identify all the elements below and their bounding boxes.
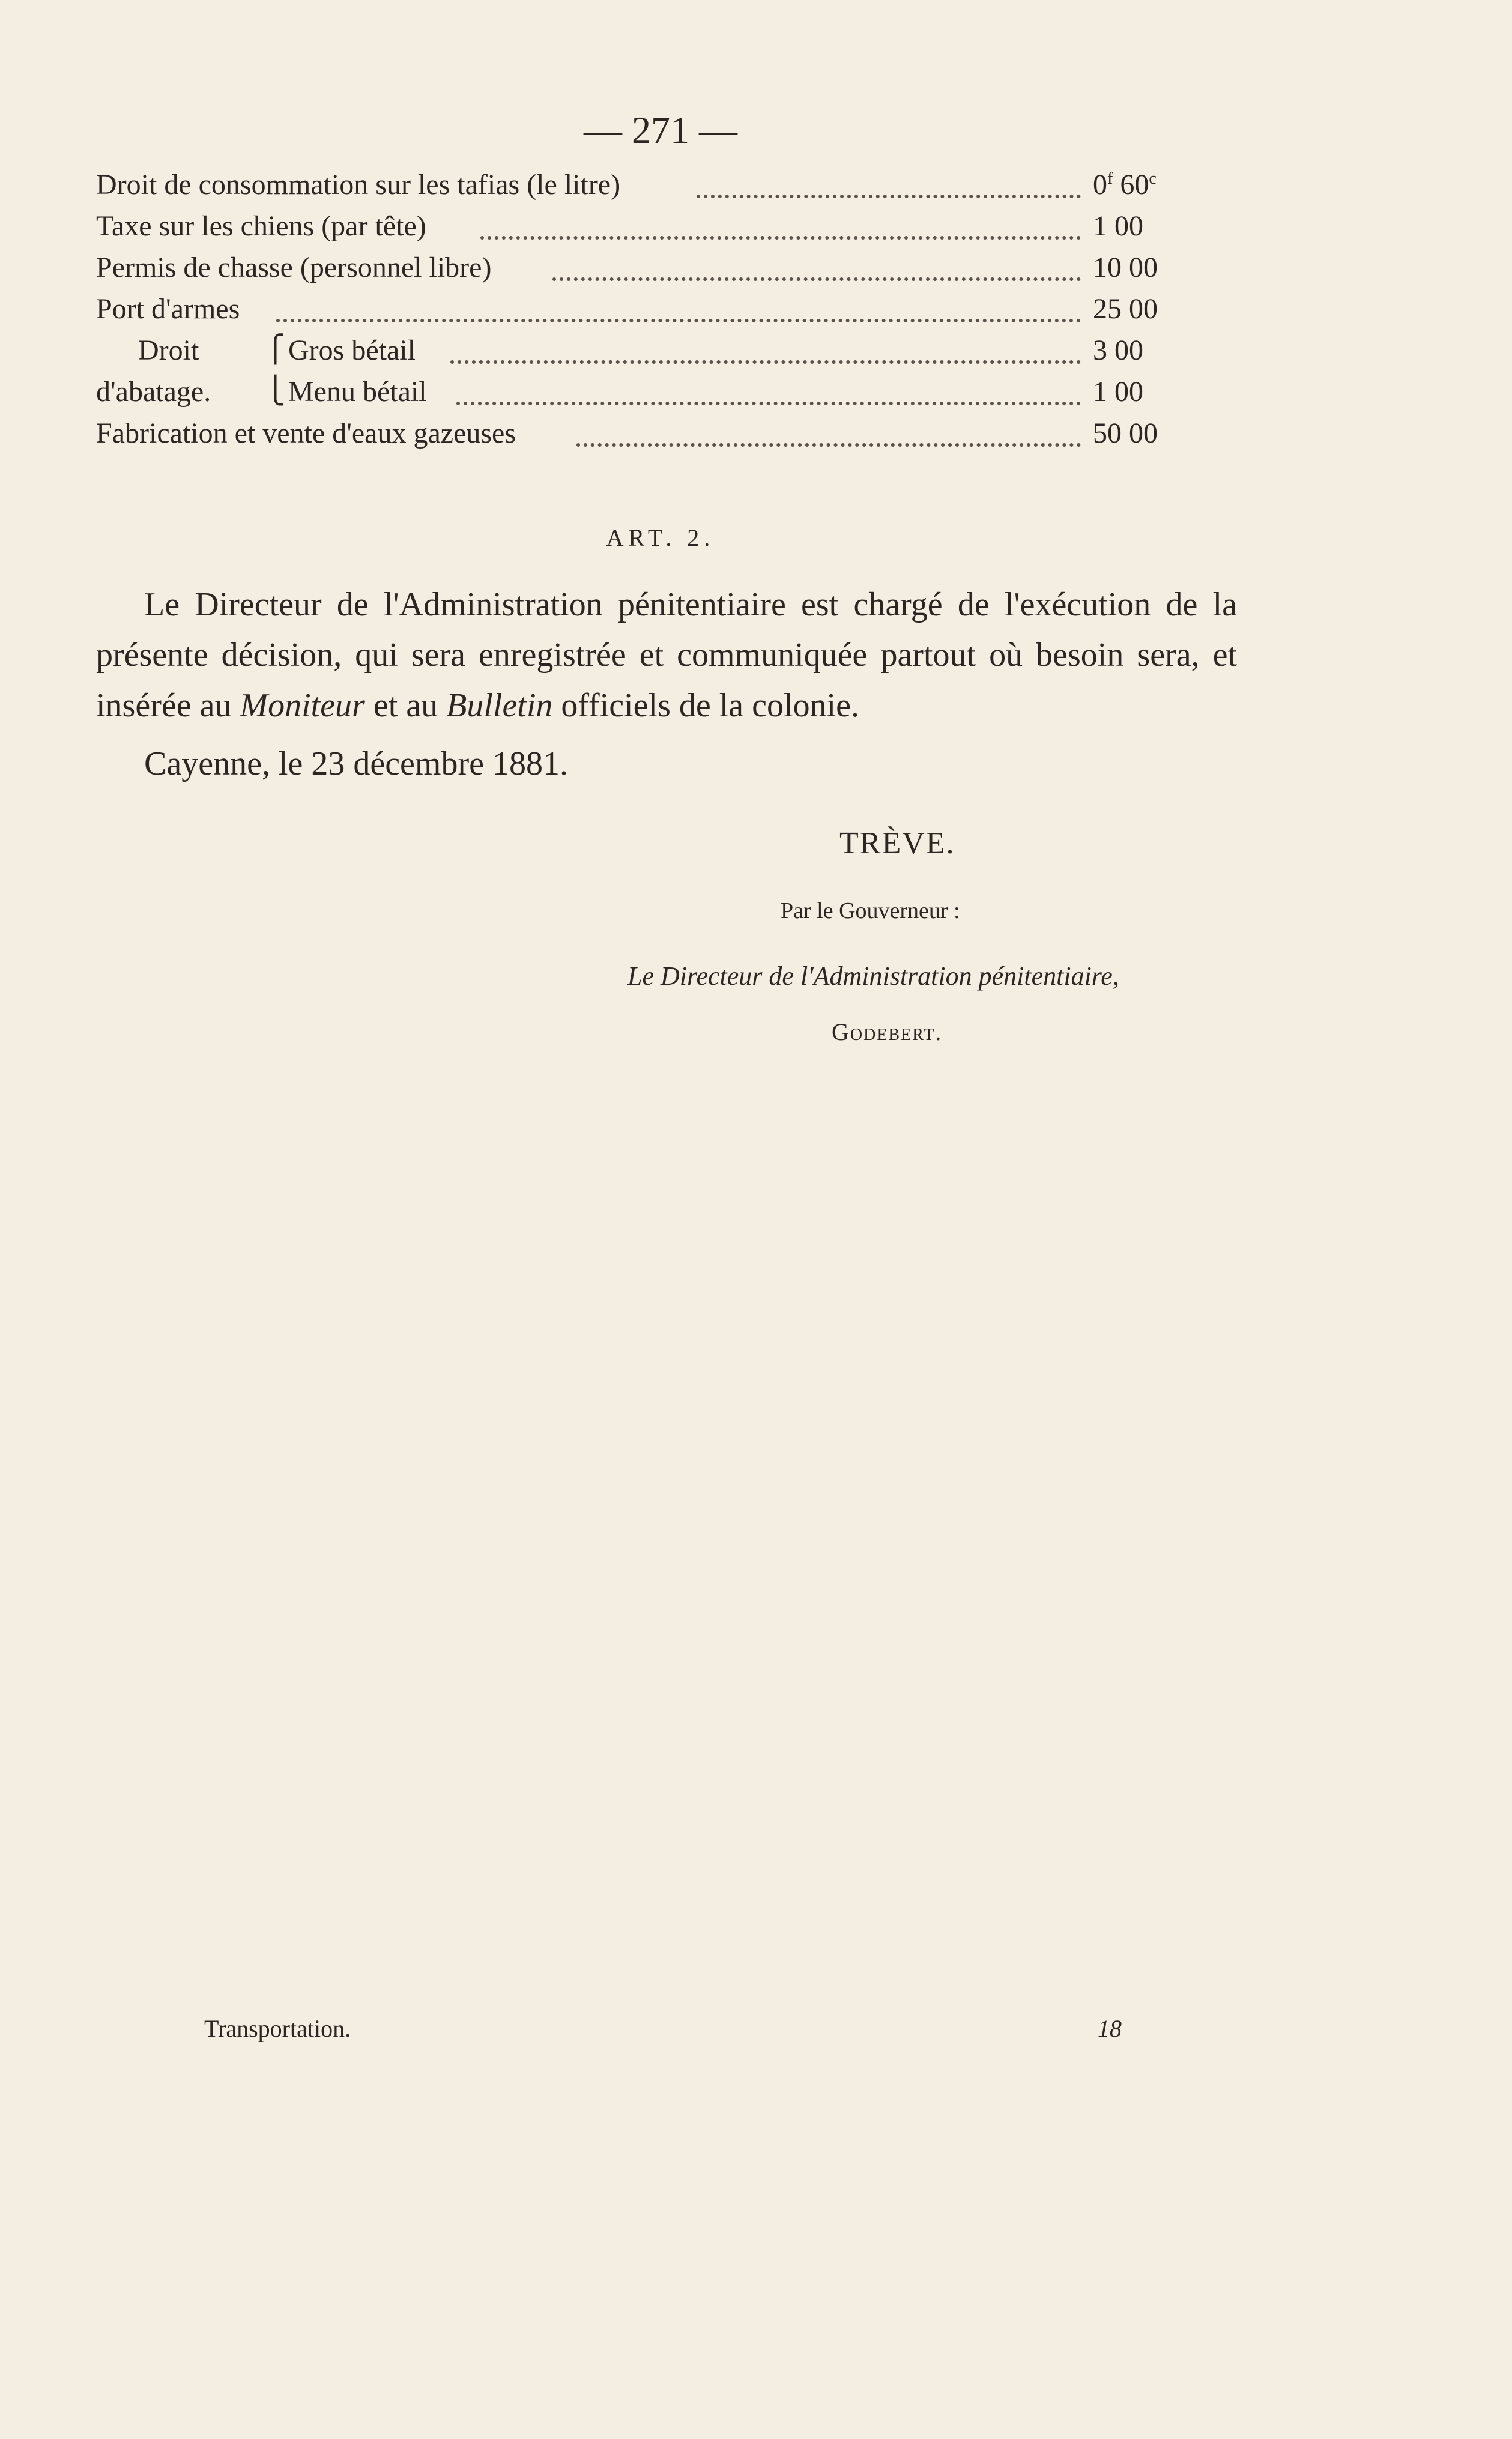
tariff-label: Permis de chasse (personnel libre)	[96, 252, 492, 283]
article-paragraph	[96, 579, 1237, 731]
tariff-amount: 25 00	[1093, 293, 1158, 325]
group-label-line2: d'abatage.	[96, 376, 211, 408]
paragraph-text: Le Directeur de l'Administration pénitentiaire est chargé de l'exécution de la présente décision, qui sera enregistrée et communiquée partout où besoin sera, et insérée au	[96, 586, 1237, 724]
tariff-sub-label: Menu bétail	[288, 376, 427, 408]
tariff-group-row	[96, 334, 1237, 375]
tariff-amount: 1 00	[1093, 376, 1143, 408]
signatory-name: TRÈVE.	[839, 826, 955, 860]
brace-glyph: ⎧	[265, 334, 285, 364]
tariff-row	[96, 417, 1237, 458]
tariff-row	[96, 168, 1237, 210]
group-label-line1: Droit	[138, 334, 199, 366]
amount-main: 0	[1093, 169, 1107, 201]
dot-leader	[480, 218, 1081, 240]
page-number: — 271 —	[584, 109, 737, 151]
tariff-group-row	[96, 375, 1237, 417]
tariff-amount: 50 00	[1093, 417, 1158, 449]
amount-unit-franc: f	[1107, 169, 1113, 188]
dot-leader	[276, 301, 1081, 322]
director-name: Godebert.	[832, 1018, 943, 1045]
amount-unit-centime: c	[1149, 169, 1157, 188]
tariff-amount: 1 00	[1093, 210, 1143, 242]
dot-leader	[697, 177, 1081, 198]
article-heading: ART. 2.	[606, 524, 715, 551]
brace-glyph: ⎩	[265, 376, 285, 405]
tariff-table	[96, 168, 1237, 458]
dot-leader	[450, 342, 1081, 364]
paragraph-text: et au	[364, 687, 447, 724]
tariff-amount	[1093, 168, 1237, 201]
moniteur-title: Moniteur	[240, 687, 365, 724]
tariff-label: Port d'armes	[96, 293, 240, 325]
date-line: Cayenne, le 23 décembre 1881.	[144, 745, 568, 782]
paragraph-text: officiels de la colonie.	[552, 687, 859, 724]
tariff-row	[96, 210, 1237, 251]
signatory-title: Le Directeur de l'Administration pénitentiaire,	[627, 961, 1119, 991]
tariff-row	[96, 251, 1237, 292]
paragraph	[96, 579, 1237, 731]
bulletin-title: Bulletin	[446, 687, 553, 724]
dot-leader	[456, 384, 1081, 405]
footer-signature-mark: Transportation.	[204, 2015, 351, 2042]
tariff-amount: 3 00	[1093, 334, 1143, 366]
tariff-row	[96, 292, 1237, 334]
tariff-label: Droit de consommation sur les tafias (le litre)	[96, 169, 621, 201]
dot-leader	[552, 259, 1081, 281]
tariff-sub-label: Gros bétail	[288, 334, 416, 366]
signatory-for: Par le Gouverneur :	[781, 898, 960, 923]
footer-sheet-number: 18	[1098, 2015, 1122, 2042]
dot-leader	[576, 425, 1081, 447]
amount-mid: 60	[1113, 169, 1149, 201]
tariff-amount: 10 00	[1093, 252, 1158, 283]
tariff-label: Taxe sur les chiens (par tête)	[96, 210, 426, 242]
tariff-label: Fabrication et vente d'eaux gazeuses	[96, 417, 516, 449]
